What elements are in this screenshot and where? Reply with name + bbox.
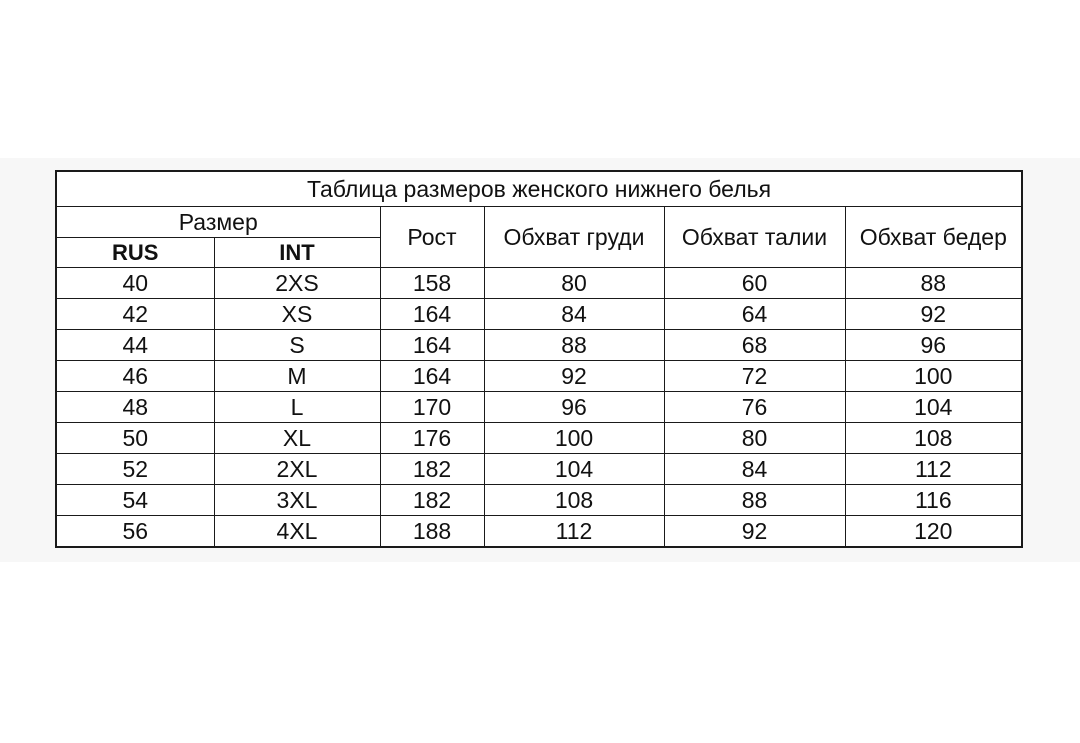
cell-rus: 46 bbox=[56, 361, 214, 392]
cell-waist: 68 bbox=[664, 330, 845, 361]
cell-chest: 112 bbox=[484, 516, 664, 548]
cell-chest: 96 bbox=[484, 392, 664, 423]
cell-hips: 116 bbox=[845, 485, 1022, 516]
cell-rus: 40 bbox=[56, 268, 214, 299]
cell-chest: 84 bbox=[484, 299, 664, 330]
cell-int: M bbox=[214, 361, 380, 392]
cell-height: 164 bbox=[380, 299, 484, 330]
cell-hips: 108 bbox=[845, 423, 1022, 454]
table-row bbox=[56, 268, 1022, 299]
header-height: Рост bbox=[380, 207, 484, 268]
cell-height: 164 bbox=[380, 330, 484, 361]
table-title: Таблица размеров женского нижнего белья bbox=[56, 171, 1022, 207]
cell-hips: 88 bbox=[845, 268, 1022, 299]
cell-hips: 120 bbox=[845, 516, 1022, 548]
cell-chest: 108 bbox=[484, 485, 664, 516]
cell-waist: 76 bbox=[664, 392, 845, 423]
cell-int: 2XS bbox=[214, 268, 380, 299]
cell-height: 182 bbox=[380, 485, 484, 516]
header-chest: Обхват груди bbox=[484, 207, 664, 268]
table-row bbox=[56, 392, 1022, 423]
cell-int: L bbox=[214, 392, 380, 423]
table-body bbox=[56, 268, 1022, 548]
cell-chest: 92 bbox=[484, 361, 664, 392]
cell-int: 3XL bbox=[214, 485, 380, 516]
cell-waist: 84 bbox=[664, 454, 845, 485]
cell-int: XL bbox=[214, 423, 380, 454]
cell-height: 158 bbox=[380, 268, 484, 299]
cell-int: 4XL bbox=[214, 516, 380, 548]
cell-waist: 64 bbox=[664, 299, 845, 330]
cell-rus: 52 bbox=[56, 454, 214, 485]
cell-hips: 100 bbox=[845, 361, 1022, 392]
table-row bbox=[56, 516, 1022, 548]
cell-waist: 60 bbox=[664, 268, 845, 299]
cell-height: 164 bbox=[380, 361, 484, 392]
header-hips: Обхват бедер bbox=[845, 207, 1022, 268]
cell-rus: 54 bbox=[56, 485, 214, 516]
cell-height: 176 bbox=[380, 423, 484, 454]
cell-int: 2XL bbox=[214, 454, 380, 485]
cell-hips: 104 bbox=[845, 392, 1022, 423]
size-chart-table bbox=[55, 170, 1023, 548]
table-row bbox=[56, 330, 1022, 361]
header-waist: Обхват талии bbox=[664, 207, 845, 268]
cell-int: XS bbox=[214, 299, 380, 330]
cell-chest: 100 bbox=[484, 423, 664, 454]
cell-waist: 80 bbox=[664, 423, 845, 454]
table-row bbox=[56, 361, 1022, 392]
cell-height: 188 bbox=[380, 516, 484, 548]
cell-chest: 88 bbox=[484, 330, 664, 361]
cell-rus: 44 bbox=[56, 330, 214, 361]
header-int: INT bbox=[214, 238, 380, 268]
cell-rus: 48 bbox=[56, 392, 214, 423]
table-row bbox=[56, 299, 1022, 330]
header-rus: RUS bbox=[56, 238, 214, 268]
cell-rus: 42 bbox=[56, 299, 214, 330]
cell-waist: 72 bbox=[664, 361, 845, 392]
cell-hips: 112 bbox=[845, 454, 1022, 485]
cell-waist: 92 bbox=[664, 516, 845, 548]
cell-rus: 56 bbox=[56, 516, 214, 548]
cell-int: S bbox=[214, 330, 380, 361]
cell-chest: 80 bbox=[484, 268, 664, 299]
cell-rus: 50 bbox=[56, 423, 214, 454]
cell-hips: 96 bbox=[845, 330, 1022, 361]
table-row bbox=[56, 423, 1022, 454]
cell-hips: 92 bbox=[845, 299, 1022, 330]
cell-height: 170 bbox=[380, 392, 484, 423]
cell-chest: 104 bbox=[484, 454, 664, 485]
cell-height: 182 bbox=[380, 454, 484, 485]
table-row bbox=[56, 454, 1022, 485]
table-row bbox=[56, 485, 1022, 516]
header-size-group: Размер bbox=[56, 207, 380, 238]
cell-waist: 88 bbox=[664, 485, 845, 516]
